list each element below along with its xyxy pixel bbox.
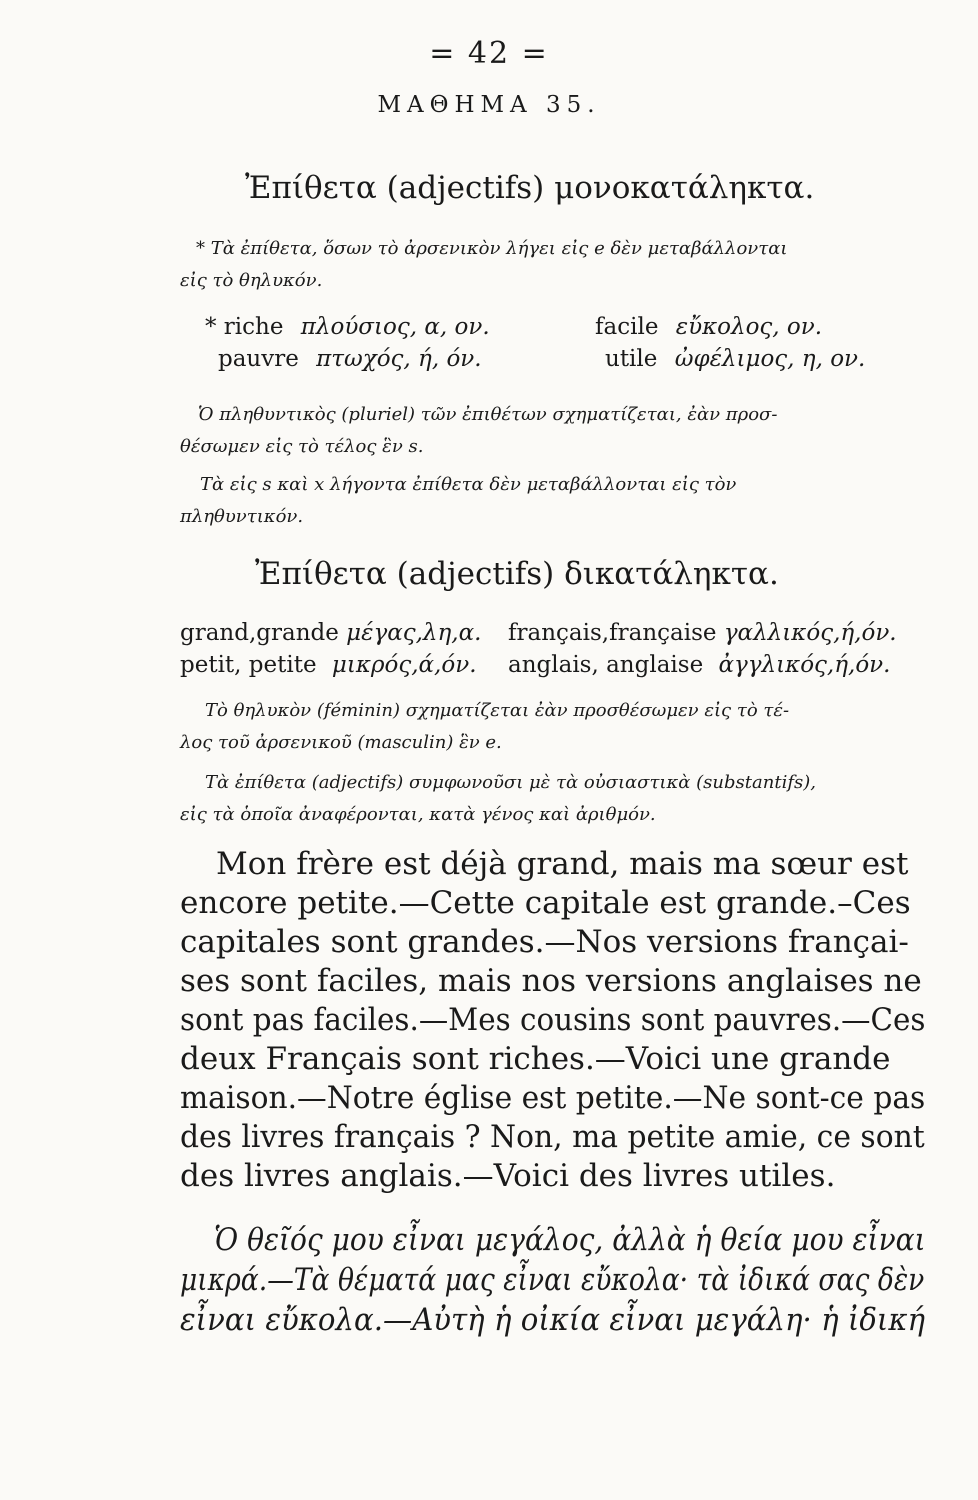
vocab-fr: anglais, anglaise bbox=[508, 652, 704, 678]
lesson-title: ΜΑΘΗΜΑ 35. bbox=[377, 92, 601, 118]
vocab-gr: ὠφέλιμος, η, ον. bbox=[674, 346, 866, 372]
vocab-petit bbox=[180, 652, 477, 678]
vocab-fr: utile bbox=[605, 346, 658, 372]
agreement-rule-line-2: εἰς τὰ ὁποῖα ἀναφέρονται, κατὰ γένος καὶ ἀριθμόν. bbox=[180, 804, 656, 825]
vocab-fr: français,française bbox=[508, 620, 717, 646]
exercise-fr-line-7: maison.—Notre église est petite.—Ne sont-ce pas bbox=[180, 1080, 926, 1116]
vocab-gr: μέγας,λη,α. bbox=[346, 620, 482, 646]
vocab-anglais bbox=[508, 652, 890, 678]
vocab-riche bbox=[205, 314, 490, 340]
section1-heading: Ἐπίθετα (adjectifs) μονοκατάληκτα. bbox=[245, 170, 815, 206]
feminine-rule-line-1: Τὸ θηλυκὸν (féminin) σχηματίζεται ἐὰν προσθέσωμεν εἰς τὸ τέ- bbox=[205, 700, 790, 721]
vocab-utile bbox=[605, 346, 865, 372]
exercise-fr-line-9: des livres anglais.—Voici des livres utiles. bbox=[180, 1158, 836, 1194]
vocab-fr: pauvre bbox=[218, 346, 299, 372]
section2-heading: Ἐπίθετα (adjectifs) δικατάληκτα. bbox=[255, 556, 779, 592]
exercise-gr-line-1: Ὁ θεῖός μου εἶναι μεγάλος, ἀλλὰ ἡ θεία μου εἶναι bbox=[214, 1222, 926, 1258]
sx-rule-line-1: Τὰ εἰς s καὶ x λήγοντα ἐπίθετα δὲν μεταβάλλονται εἰς τὸν bbox=[200, 474, 737, 495]
plural-rule-line-1: Ὁ πληθυντικὸς (pluriel) τῶν ἐπιθέτων σχηματίζεται, ἐὰν προσ- bbox=[198, 404, 778, 425]
exercise-fr-line-4: ses sont faciles, mais nos versions anglaises ne bbox=[180, 963, 922, 999]
feminine-rule-line-2: λος τοῦ ἀρσενικοῦ (masculin) ἓν e. bbox=[180, 732, 502, 753]
page-number: = 42 = bbox=[429, 36, 549, 71]
sx-rule-line-2: πληθυντικόν. bbox=[180, 506, 304, 527]
plural-rule-line-2: θέσωμεν εἰς τὸ τέλος ἓν s. bbox=[180, 436, 424, 457]
exercise-gr-line-3: εἶναι εὔκολα.—Αὐτὴ ἡ οἰκία εἶναι μεγάλη· ἡ ἰδική bbox=[180, 1302, 926, 1338]
vocab-gr: μικρός,ά,όν. bbox=[331, 652, 477, 678]
exercise-fr-line-1: Mon frère est déjà grand, mais ma sœur est bbox=[216, 846, 909, 882]
exercise-fr-line-6: deux Français sont riches.—Voici une grande bbox=[180, 1041, 891, 1077]
vocab-gr: γαλλικός,ή,όν. bbox=[723, 620, 897, 646]
exercise-fr-line-2: encore petite.—Cette capitale est grande.–Ces bbox=[180, 885, 911, 921]
rule-line-1: * Τὰ ἐπίθετα, ὅσων τὸ ἀρσενικὸν λήγει εἰς e δὲν μεταβάλλονται bbox=[196, 238, 788, 259]
vocab-gr: ἀγγλικός,ή,όν. bbox=[718, 652, 891, 678]
rule-line-2: εἰς τὸ θηλυκόν. bbox=[180, 270, 323, 291]
vocab-grand bbox=[180, 620, 481, 646]
vocab-facile bbox=[595, 314, 822, 340]
vocab-pauvre bbox=[218, 346, 482, 372]
vocab-gr: πτωχός, ή, όν. bbox=[316, 346, 482, 372]
vocab-fr: petit, petite bbox=[180, 652, 317, 678]
exercise-fr-line-3: capitales sont grandes.—Nos versions françai- bbox=[180, 924, 909, 960]
vocab-fr: * riche bbox=[205, 314, 284, 340]
exercise-gr-line-2: μικρά.—Τὰ θέματά μας εἶναι εὔκολα· τὰ ἰδικά σας δὲν bbox=[180, 1262, 925, 1298]
vocab-gr: εὔκολος, ον. bbox=[675, 314, 823, 340]
vocab-francais bbox=[508, 620, 897, 646]
vocab-fr: grand,grande bbox=[180, 620, 339, 646]
exercise-fr-line-8: des livres français ? Non, ma petite amie, ce sont bbox=[180, 1119, 925, 1155]
agreement-rule-line-1: Τὰ ἐπίθετα (adjectifs) συμφωνοῦσι μὲ τὰ οὐσιαστικὰ (substantifs), bbox=[205, 772, 816, 793]
vocab-fr: facile bbox=[595, 314, 659, 340]
vocab-gr: πλούσιος, α, ον. bbox=[300, 314, 490, 340]
exercise-fr-line-5: sont pas faciles.—Mes cousins sont pauvres.—Ces bbox=[180, 1002, 926, 1038]
